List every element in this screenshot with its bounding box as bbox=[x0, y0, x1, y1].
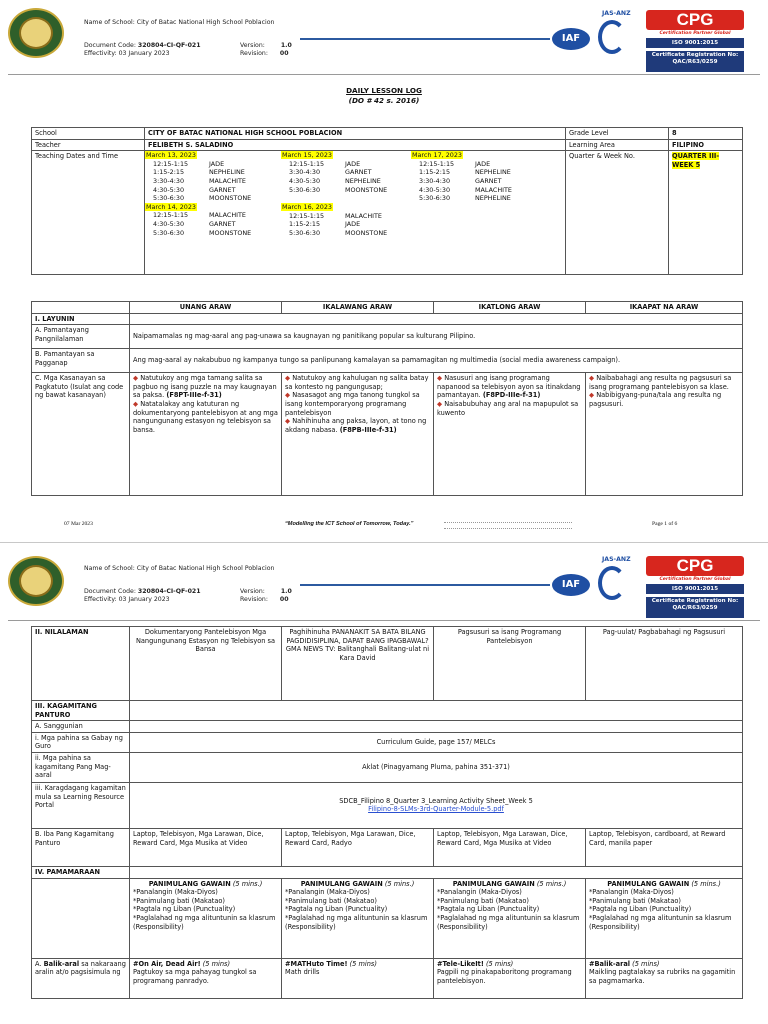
schedule-section: MALACHITE bbox=[475, 185, 512, 194]
panimulang-heading bbox=[437, 880, 582, 889]
panimulang-item: *Paglalahad ng mga alituntunin sa klasrum (Responsibility) bbox=[133, 913, 276, 931]
schedule-cell bbox=[145, 151, 566, 275]
objective-item bbox=[285, 417, 430, 434]
nilalaman-day-2: Paghihinuha PANANAKIT SA BATA BILANG PAGDIDISIPLINA, DAPAT BANG IPAGBAWAL? GMA NEWS TV: Balitanghali Balitang-ulat ni Kara David bbox=[282, 627, 434, 701]
schedule-section: MALACHITE bbox=[209, 211, 246, 220]
nilalaman-day-3: Pagsusuri sa isang Programang Pantelebisyon bbox=[434, 627, 586, 701]
info-table bbox=[31, 127, 743, 275]
iba-kagamitan-day-4: Laptop, Telebisyon, cardboard, at Reward Card, manila paper bbox=[586, 828, 743, 866]
schedule-section: GARNET bbox=[209, 219, 236, 228]
iaf-logo: IAF bbox=[552, 574, 590, 596]
quarter-cell bbox=[669, 151, 743, 275]
pamantayan-pagganap-text: Ang mag-aaral ay nakabubuo ng kampanya tungo sa panlipunang kamalayan sa pamamagitan ng multimedia (social media awareness campaign). bbox=[130, 349, 743, 373]
panimulang-title: PANIMULANG GAWAIN bbox=[452, 879, 535, 888]
revision-line bbox=[240, 50, 289, 58]
panimulang-item: *Panimulang bati (Makatao) bbox=[133, 896, 225, 905]
schedule-time: 3:30-4:30 bbox=[153, 176, 185, 185]
activity-text: Pagpili ng pinakapaboritong programang pantelebisyon. bbox=[437, 968, 572, 985]
bullet-icon: ◆ bbox=[589, 374, 595, 383]
schedule-time: 3:30-4:30 bbox=[289, 168, 321, 177]
schedule-row bbox=[281, 220, 411, 229]
schedule-row bbox=[281, 160, 411, 169]
schedule-date: March 14, 2023 bbox=[146, 202, 196, 211]
objective-code: (F8PB-IIIe-f-31) bbox=[339, 425, 397, 434]
schedule-block-mar15 bbox=[281, 151, 411, 194]
schedule-row bbox=[411, 177, 561, 186]
schedule-time: 1:15-2:15 bbox=[419, 168, 451, 177]
bullet-icon: ◆ bbox=[437, 374, 443, 383]
schedule-time: 12:15-1:15 bbox=[289, 159, 325, 168]
kagamitan-title: III. KAGAMITANG PANTURO bbox=[32, 701, 130, 721]
version-line bbox=[240, 42, 292, 50]
panimulang-item: *Panalangin (Maka-Diyos) bbox=[133, 888, 218, 897]
schedule-date: March 16, 2023 bbox=[282, 203, 332, 212]
pamantayang-nilalaman-text: Naipamamalas ng mag-aaral ang pag-unawa sa kaugnayan ng panitikang popular sa kulturang Pilipino. bbox=[130, 325, 743, 349]
page-title: DAILY LESSON LOG bbox=[346, 86, 422, 95]
school-name-line: Name of School: City of Batac National High School Poblacion bbox=[84, 565, 275, 572]
activity-text: Maikling pagtalakay sa rubriks na gagamitin sa pagmamarka. bbox=[589, 968, 736, 985]
cpg-logo: CPG bbox=[646, 556, 744, 576]
day-2-header: IKALAWANG ARAW bbox=[282, 302, 434, 314]
schedule-section: JADE bbox=[475, 159, 491, 168]
schedule-section: JADE bbox=[345, 159, 361, 168]
schedule-time: 4:30-5:30 bbox=[153, 219, 185, 228]
panimulang-item: *Panalangin (Maka-Diyos) bbox=[437, 888, 522, 897]
schedule-row bbox=[145, 160, 281, 169]
schedule-row bbox=[145, 229, 281, 238]
teacher-label: Teacher bbox=[32, 139, 145, 151]
panimulang-item: *Panimulang bati (Makatao) bbox=[285, 896, 377, 905]
effectivity-line: Effectivity: 03 January 2023 bbox=[84, 50, 170, 57]
kagamitan-blank bbox=[130, 701, 743, 721]
bullet-icon: ◆ bbox=[133, 374, 139, 383]
schedule-section: NEPHELINE bbox=[475, 168, 511, 177]
panimulang-title: PANIMULANG GAWAIN bbox=[300, 879, 383, 888]
schedule-date: March 13, 2023 bbox=[146, 151, 196, 160]
objective-code: (F8PD-IIIe-f-31) bbox=[482, 391, 541, 400]
nilalaman-day-4: Pag-uulat/ Pagbabahagi ng Pagsusuri bbox=[586, 627, 743, 701]
area-label: Learning Area bbox=[566, 139, 669, 151]
bullet-icon: ◆ bbox=[285, 417, 291, 426]
objective-text: Nasusuri ang isang programang napanood sa telebisyon ayon sa itinakdang pamantayan. bbox=[437, 374, 581, 400]
schedule-row bbox=[281, 186, 411, 195]
quarter-label: Quarter & Week No. bbox=[566, 151, 669, 275]
panimulang-item: *Paglalahad ng mga alituntunin sa klasrum (Responsibility) bbox=[437, 913, 580, 931]
schedule-time: 1:15-2:15 bbox=[153, 168, 185, 177]
panimulang-item: *Panimulang bati (Makatao) bbox=[589, 896, 681, 905]
panimulang-title: PANIMULANG GAWAIN bbox=[148, 879, 231, 888]
school-name-line: Name of School: City of Batac National High School Poblacion bbox=[84, 19, 275, 26]
schedule-time: 5:30-6:30 bbox=[289, 228, 321, 237]
schedule-block-mar13 bbox=[145, 151, 281, 203]
panimulang-time: (5 mins.) bbox=[691, 879, 721, 888]
schedule-row bbox=[145, 168, 281, 177]
jas-anz-logo bbox=[598, 566, 626, 600]
revision-label: Revision: bbox=[240, 50, 268, 57]
kasanayan-day-4 bbox=[586, 373, 743, 496]
schedule-row bbox=[281, 212, 411, 221]
panimulang-item: *Pagtala ng Liban (Punctuality) bbox=[285, 905, 388, 914]
layunin-blank bbox=[130, 313, 743, 325]
cpg-logo: CPG bbox=[646, 10, 744, 30]
iba-kagamitan-day-3: Laptop, Telebisyon, Mga Larawan, Dice, Reward Card, Mga Musika at Video bbox=[434, 828, 586, 866]
schedule-col-3 bbox=[411, 151, 561, 203]
sanggunian-blank bbox=[130, 721, 743, 733]
panimulang-heading bbox=[589, 880, 739, 889]
activity-heading bbox=[133, 960, 278, 969]
schedule-time: 3:30-4:30 bbox=[419, 176, 451, 185]
revision-label: Revision: bbox=[240, 596, 268, 603]
balik-aral-label: A. Balik-aral sa nakaraang aralin at/o pagsisimula ng bbox=[32, 958, 130, 998]
schedule-date: March 15, 2023 bbox=[282, 151, 332, 160]
iba-kagamitan-day-1: Laptop, Telebisyon, Mga Larawan, Dice, Reward Card, Mga Musika at Video bbox=[130, 828, 282, 866]
objective-item bbox=[589, 391, 739, 408]
jas-anz-logo bbox=[598, 20, 626, 54]
bullet-icon: ◆ bbox=[285, 374, 291, 383]
objective-text: Naisabubuhay ang aral na mapupulot sa kuwento bbox=[437, 399, 579, 417]
panimulang-item: *Panimulang bati (Makatao) bbox=[437, 896, 529, 905]
schedule-block-mar14 bbox=[145, 203, 281, 237]
doc-code-line bbox=[84, 42, 234, 50]
cert-label: Certificate Registration No: bbox=[651, 52, 739, 58]
revision-value: 00 bbox=[279, 50, 289, 57]
school-label: School bbox=[32, 128, 145, 140]
activity-time: (5 mins) bbox=[202, 959, 231, 968]
doc-code-value: 320804-CI-QF-021 bbox=[137, 588, 201, 595]
schedule-row bbox=[145, 194, 281, 203]
gabay-guro-text: Curriculum Guide, page 157/ MELCs bbox=[130, 732, 743, 752]
panimulang-heading bbox=[133, 880, 278, 889]
panimulang-item: *Paglalahad ng mga alituntunin sa klasrum (Responsibility) bbox=[285, 913, 428, 931]
jas-anz-label: JAS-ANZ bbox=[602, 556, 631, 563]
schedule-col-2 bbox=[281, 151, 411, 237]
activity-title: #On Air, Dead Air! bbox=[133, 959, 201, 968]
nilalaman-day-1: Dokumentaryong Pantelebisyon Mga Nangungunang Estasyon ng Telebisyon sa Bansa bbox=[130, 627, 282, 701]
gabay-guro-label: i. Mga pahina sa Gabay ng Guro bbox=[32, 732, 130, 752]
jas-anz-label: JAS-ANZ bbox=[602, 10, 631, 17]
objective-item bbox=[285, 374, 430, 391]
schedule-row bbox=[411, 194, 561, 203]
schedule-time: 12:15-1:15 bbox=[289, 211, 325, 220]
doc-code-label: Document Code: bbox=[84, 42, 136, 49]
header-divider bbox=[8, 620, 760, 621]
grade-label: Grade Level bbox=[566, 128, 669, 140]
kagamitang-mag-aaral-text: Aklat (Pinagyamang Pluma, pahina 351-371) bbox=[130, 752, 743, 782]
activity-heading bbox=[589, 960, 739, 969]
pamamaraan-title: IV. PAMAMARAAN bbox=[32, 866, 130, 878]
schedule-time: 12:15-1:15 bbox=[419, 159, 455, 168]
day-4-header: IKAAPAT NA ARAW bbox=[586, 302, 743, 314]
activity-text: Pagtukoy sa mga pahayag tungkol sa programang panradyo. bbox=[133, 968, 257, 985]
objective-item bbox=[437, 400, 582, 417]
panimulang-item: *Panalangin (Maka-Diyos) bbox=[285, 888, 370, 897]
version-label: Version: bbox=[240, 42, 265, 49]
activity-title: #Balik-aral bbox=[589, 959, 631, 968]
iba-kagamitan-day-2: Laptop, Telebisyon, Mga Larawan, Dice, Reward Card, Radyo bbox=[282, 828, 434, 866]
activity-heading bbox=[285, 960, 430, 969]
objective-code: (F8PT-IIIe-f-31) bbox=[166, 391, 222, 400]
version-value: 1.0 bbox=[280, 42, 292, 49]
schedule-section: MOONSTONE bbox=[345, 228, 388, 237]
effectivity-line: Effectivity: 03 January 2023 bbox=[84, 596, 170, 603]
balik-aral-day-3 bbox=[434, 958, 586, 998]
pamantayang-nilalaman-label: A. Pamantayang Pangnilalaman bbox=[32, 325, 130, 349]
version-line bbox=[240, 588, 292, 596]
version-value: 1.0 bbox=[280, 588, 292, 595]
lesson-table-page-2 bbox=[31, 626, 743, 999]
schedule-section: MOONSTONE bbox=[345, 185, 388, 194]
kagamitang-mag-aaral-label: ii. Mga pahina sa kagamitang Pang Mag-aaral bbox=[32, 752, 130, 782]
school-seal-logo bbox=[8, 556, 64, 606]
panimulang-item: *Pagtala ng Liban (Punctuality) bbox=[589, 905, 692, 914]
cert-label: Certificate Registration No: bbox=[651, 598, 739, 604]
objective-item bbox=[133, 374, 278, 400]
schedule-row bbox=[281, 177, 411, 186]
panimulang-title: PANIMULANG GAWAIN bbox=[607, 879, 690, 888]
objective-text: Natatalakay ang katuturan ng dokumentaryong pantelebisyon at ang mga nangungunang estasyon ng telebisyon sa bansa. bbox=[133, 399, 278, 434]
schedule-section: JADE bbox=[209, 159, 225, 168]
school-value: CITY OF BATAC NATIONAL HIGH SCHOOL POBLACION bbox=[145, 128, 566, 140]
cert-number: QAC/R63/0259 bbox=[672, 605, 718, 611]
version-label: Version: bbox=[240, 588, 265, 595]
activity-heading bbox=[437, 960, 582, 969]
panimulang-time: (5 mins.) bbox=[536, 879, 567, 888]
bullet-icon: ◆ bbox=[437, 399, 443, 408]
schedule-row bbox=[145, 177, 281, 186]
objective-text: Natutukoy ang kahulugan ng salita batay sa kontesto ng pangungusap; bbox=[285, 374, 429, 391]
doc-code-line bbox=[84, 588, 234, 596]
days-header-blank bbox=[32, 302, 130, 314]
dates-label: Teaching Dates and Time bbox=[32, 151, 145, 275]
objective-text: Naibabahagi ang resulta ng pagsusuri sa isang programang pantelebisyon sa klase. bbox=[589, 374, 732, 391]
balik-aral-label-rest: sa nakaraang aralin at/o pagsisimula ng bbox=[35, 959, 126, 977]
schedule-row bbox=[281, 168, 411, 177]
header-rule bbox=[300, 38, 550, 40]
activity-time: (5 mins) bbox=[349, 959, 377, 968]
schedule-section: GARNET bbox=[475, 176, 502, 185]
day-3-header: IKATLONG ARAW bbox=[434, 302, 586, 314]
schedule-time: 5:30-6:30 bbox=[289, 185, 321, 194]
objective-text: Nahihinuha ang paksa, layon, at tono ng akdang nabasa. bbox=[285, 417, 427, 434]
activity-time: (5 mins) bbox=[485, 959, 514, 968]
balik-aral-day-2 bbox=[282, 958, 434, 998]
teacher-value: FELIBETH S. SALADINO bbox=[145, 139, 566, 151]
schedule-time: 4:30-5:30 bbox=[419, 185, 451, 194]
revision-value: 00 bbox=[279, 596, 289, 603]
cpg-subtitle: Certification Partner Global bbox=[659, 31, 731, 36]
objective-item bbox=[589, 374, 739, 391]
objective-text: Nasasagot ang mga tanong tungkol sa isang kontemporaryong programang pantelebisyon bbox=[285, 391, 420, 417]
schedule-time: 5:30-6:30 bbox=[153, 228, 185, 237]
panimulang-item: *Paglalahad ng mga alituntunin sa klasrum (Responsibility) bbox=[589, 913, 732, 931]
panimulang-day-1 bbox=[130, 878, 282, 958]
schedule-row bbox=[145, 220, 281, 229]
schedule-time: 4:30-5:30 bbox=[289, 176, 321, 185]
iba-pang-kagamitan-label: B. Iba Pang Kagamitang Panturo bbox=[32, 828, 130, 866]
layunin-title: I. LAYUNIN bbox=[32, 313, 130, 325]
balik-aral-day-1 bbox=[130, 958, 282, 998]
schedule-time: 1:15-2:15 bbox=[289, 220, 321, 229]
schedule-section: NEPHELINE bbox=[475, 194, 511, 203]
day-1-header: UNANG ARAW bbox=[130, 302, 282, 314]
karagdagang-kagamitan-label: iii. Karagdagang kagamitan mula sa Learning Resource Portal bbox=[32, 782, 130, 828]
header-divider bbox=[8, 74, 760, 75]
schedule-section: MALACHITE bbox=[345, 211, 382, 220]
bullet-icon: ◆ bbox=[589, 391, 595, 400]
objective-text: Natutukoy ang mga tamang salita sa pagbuo ng isang puzzle na may kaugnayan sa paksa. bbox=[133, 374, 277, 400]
objective-text: Nabibigyang-puna/tala ang resulta ng pagsusuri. bbox=[589, 391, 722, 408]
balik-aral-label-bold: Balik-aral bbox=[43, 959, 80, 968]
activity-text: Math drills bbox=[285, 968, 320, 977]
school-seal-logo bbox=[8, 8, 64, 58]
sanggunian-label: A. Sanggunian bbox=[32, 721, 130, 733]
karagdagang-kagamitan-cell bbox=[130, 782, 743, 828]
kasanayan-day-2 bbox=[282, 373, 434, 496]
objective-item bbox=[285, 391, 430, 417]
pamantayan-pagganap-label: B. Pamantayan sa Pagganap bbox=[32, 349, 130, 373]
iso-badge: ISO 9001:2015 bbox=[646, 38, 744, 48]
panimulang-item: *Pagtala ng Liban (Punctuality) bbox=[133, 905, 236, 914]
nilalaman-title: II. NILALAMAN bbox=[32, 627, 130, 701]
footer-motto: “Modelling the ICT School of Tomorrow, Today.” bbox=[285, 521, 414, 527]
schedule-block-mar16 bbox=[281, 203, 411, 237]
iso-badge: ISO 9001:2015 bbox=[646, 584, 744, 594]
panimulang-day-3 bbox=[434, 878, 586, 958]
objective-item bbox=[133, 400, 278, 434]
schedule-time: 5:30-6:30 bbox=[419, 194, 451, 203]
footer-date: 07 Mar 2023 bbox=[64, 521, 93, 527]
schedule-row bbox=[411, 168, 561, 177]
schedule-row bbox=[281, 229, 411, 238]
doc-code-value: 320804-CI-QF-021 bbox=[137, 42, 201, 49]
schedule-section: GARNET bbox=[209, 185, 236, 194]
footer-decorative-script bbox=[444, 522, 572, 529]
schedule-section: NEPHELINE bbox=[209, 168, 245, 177]
doc-code-label: Document Code: bbox=[84, 588, 136, 595]
objective-item bbox=[437, 374, 582, 400]
schedule-col-1 bbox=[145, 151, 281, 237]
cert-badge bbox=[646, 51, 744, 72]
schedule-row bbox=[145, 186, 281, 195]
panimulang-blank bbox=[32, 878, 130, 958]
page-subtitle: (DO # 42 s. 2016) bbox=[348, 96, 420, 105]
pamamaraan-blank bbox=[130, 866, 743, 878]
iaf-logo: IAF bbox=[552, 28, 590, 50]
area-value: FILIPINO bbox=[669, 139, 743, 151]
schedule-section: GARNET bbox=[345, 168, 372, 177]
panimulang-day-4 bbox=[586, 878, 743, 958]
panimulang-item: *Pagtala ng Liban (Punctuality) bbox=[437, 905, 540, 914]
schedule-row bbox=[411, 160, 561, 169]
kasanayan-day-1 bbox=[130, 373, 282, 496]
schedule-row bbox=[145, 211, 281, 220]
schedule-section: NEPHELINE bbox=[345, 176, 381, 185]
header-rule bbox=[300, 584, 550, 586]
quarter-value: QUARTER III-WEEK 5 bbox=[672, 152, 720, 169]
schedule-block-mar17 bbox=[411, 151, 561, 203]
karagdagang-kagamitan-text: SDCB_Filipino 8_Quarter 3_Learning Activity Sheet_Week 5 bbox=[339, 796, 533, 805]
kasanayan-label: C. Mga Kasanayan sa Pagkatuto (Isulat ang code ng bawat kasanayan) bbox=[32, 373, 130, 496]
cert-number: QAC/R63/0259 bbox=[672, 59, 718, 65]
cpg-subtitle: Certification Partner Global bbox=[659, 577, 731, 582]
bullet-icon: ◆ bbox=[285, 391, 291, 400]
cert-badge bbox=[646, 597, 744, 618]
layunin-table bbox=[31, 301, 743, 496]
schedule-date: March 17, 2023 bbox=[412, 151, 462, 160]
schedule-section: MOONSTONE bbox=[209, 194, 252, 203]
schedule-section: JADE bbox=[345, 220, 361, 229]
revision-line bbox=[240, 596, 289, 604]
grade-value: 8 bbox=[669, 128, 743, 140]
schedule-row bbox=[411, 186, 561, 195]
schedule-time: 4:30-5:30 bbox=[153, 185, 185, 194]
panimulang-heading bbox=[285, 880, 430, 889]
panimulang-item: *Panalangin (Maka-Diyos) bbox=[589, 888, 674, 897]
schedule-time: 12:15-1:15 bbox=[153, 211, 189, 220]
schedule-section: MOONSTONE bbox=[209, 228, 252, 237]
footer-page-number: Page 1 of 6 bbox=[652, 521, 678, 527]
activity-title: #MATHuto Time! bbox=[285, 959, 348, 968]
panimulang-time: (5 mins.) bbox=[384, 879, 415, 888]
page-break-divider bbox=[0, 542, 768, 543]
balik-aral-day-4 bbox=[586, 958, 743, 998]
kasanayan-day-3 bbox=[434, 373, 586, 496]
panimulang-day-2 bbox=[282, 878, 434, 958]
activity-title: #Tele-LikeIt! bbox=[437, 959, 484, 968]
panimulang-time: (5 mins.) bbox=[232, 879, 263, 888]
schedule-section: MALACHITE bbox=[209, 176, 246, 185]
schedule-time: 5:30-6:30 bbox=[153, 194, 185, 203]
bullet-icon: ◆ bbox=[133, 399, 139, 408]
module-pdf-link[interactable]: Filipino-8-SLMs-3rd-Quarter-Module-5.pdf bbox=[368, 805, 504, 814]
activity-time: (5 mins) bbox=[632, 959, 660, 968]
schedule-time: 12:15-1:15 bbox=[153, 159, 189, 168]
